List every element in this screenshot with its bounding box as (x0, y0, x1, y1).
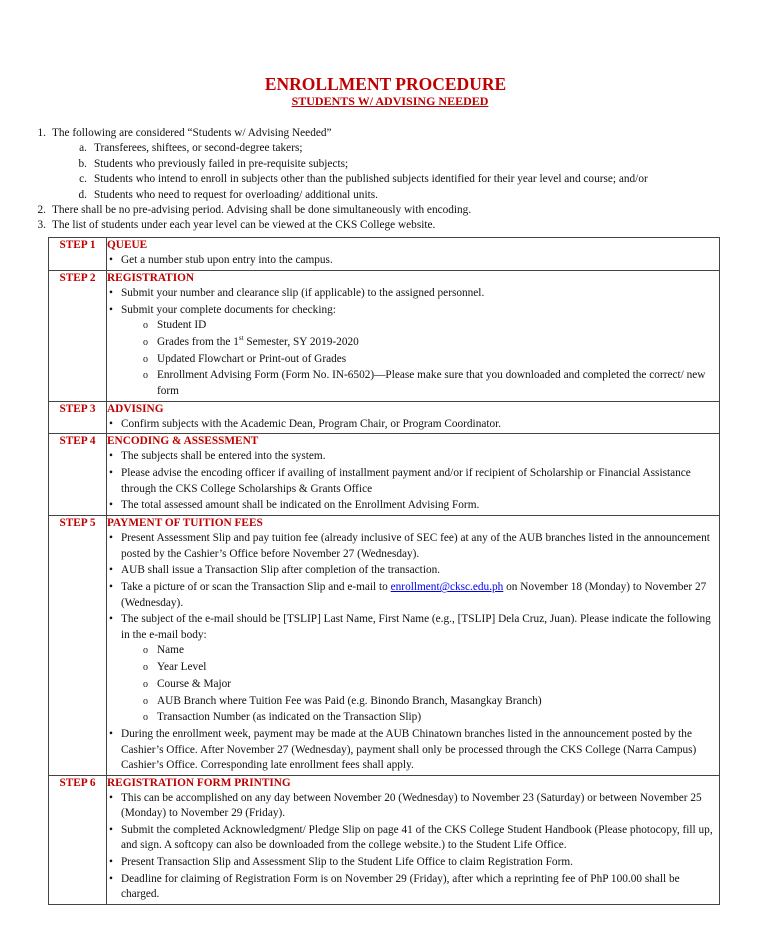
bullet-item: • The subjects shall be entered into the system. (107, 449, 719, 464)
page-title: ENROLLMENT PROCEDURE (264, 74, 507, 94)
step-row-5 (49, 516, 720, 776)
sub-item: o Name (143, 643, 719, 658)
sub-item: o Course & Major (143, 677, 719, 692)
step-row-2 (49, 270, 720, 401)
step-row-4 (49, 434, 720, 516)
step-label: STEP 2 (49, 270, 107, 401)
bullet-list (107, 253, 719, 268)
bullet-item: • Submit your complete documents for checking: o Student ID o Grades from the 1st Semester, SY 2019-2020 o Updated Flowchart or Print-out of Grades o Enrollment Advising Form (Form No. IN-6502)—Please make sure that you downloaded and completed the correct/ new form (107, 303, 719, 400)
step-body (107, 238, 720, 271)
sub-item: o Updated Flowchart or Print-out of Grades (143, 352, 719, 367)
step-body (107, 270, 720, 401)
bullet-item: • Submit the completed Acknowledgment/ Pledge Slip on page 41 of the CKS College Student Handbook (Please photocopy, fill up, and sign. A softcopy can also be downloaded from the college website.) to the Student Life Office. (107, 823, 719, 854)
sub-item: o Enrollment Advising Form (Form No. IN-6502)—Please make sure that you downloaded and completed the correct/ new form (143, 368, 719, 399)
sub-item: o Grades from the 1st Semester, SY 2019-2020 (143, 335, 719, 350)
bullet-item: • Deadline for claiming of Registration Form is on November 29 (Friday), after which a reprinting fee of PhP 100.00 shall be charged. (107, 872, 719, 903)
bullet-item: • Please advise the encoding officer if availing of installment payment and/or if recipient of Scholarship or Financial Assistance through the CKS College Scholarships & Grants Office (107, 466, 719, 497)
step-heading: PAYMENT OF TUITION FEES (107, 517, 263, 530)
bullet-item: • During the enrollment week, payment may be made at the AUB Chinatown branches listed in the announcement posted by the Cashier’s Office. After November 27 (Wednesday), payment shall only be processed through the CKS College (Narra Campus) Cashier’s Office. Corresponding late enrollment fees shall apply. (107, 727, 719, 773)
step-body (107, 434, 720, 516)
bullet-list (107, 449, 719, 513)
bullet-list (107, 286, 719, 399)
sub-list (121, 643, 719, 726)
bullet-item: • Present Assessment Slip and pay tuition fee (already inclusive of SEC fee) at any of the AUB branches listed in the announcement posted by the Cashier’s Office before November 27 (Wednesday). (107, 531, 719, 562)
sub-item: o AUB Branch where Tuition Fee was Paid (e.g. Binondo Branch, Masangkay Branch) (143, 694, 719, 709)
bullet-item: • Submit your number and clearance slip (if applicable) to the assigned personnel. (107, 286, 719, 301)
sub-item: o Student ID (143, 318, 719, 333)
steps-table (48, 237, 720, 905)
step-label: STEP 5 (49, 516, 107, 776)
step-heading: QUEUE (107, 239, 148, 251)
step-row-6 (49, 775, 720, 904)
bullet-item: • Get a number stub upon entry into the campus. (107, 253, 719, 268)
enrollment-email-link[interactable]: enrollment@cksc.edu.ph (390, 581, 504, 594)
bullet-item: • Take a picture of or scan the Transaction Slip and e-mail to enrollment@cksc.edu.ph on November 18 (Monday) to November 27 (Wednesday). (107, 580, 719, 611)
sub-item: o Transaction Number (as indicated on the Transaction Slip) (143, 710, 719, 725)
bullet-list (107, 791, 719, 903)
sub-item: o Year Level (143, 660, 719, 675)
step-body (107, 516, 720, 776)
step-heading: REGISTRATION FORM PRINTING (107, 776, 291, 789)
intro-sub-item-a: a. Transferees, shiftees, or second-degree takers; (79, 142, 303, 155)
bullet-item: • AUB shall issue a Transaction Slip after completion of the transaction. (107, 563, 719, 578)
intro-item-2: 2. There shall be no pre-advising period. Advising shall be done simultaneously with encoding. (37, 203, 472, 216)
intro-sub-item-d: d. Students who need to request for overloading/ additional units. (78, 188, 378, 201)
step-label: STEP 3 (49, 401, 107, 434)
step-row-3 (49, 401, 720, 434)
bullet-item: • Confirm subjects with the Academic Dean, Program Chair, or Program Coordinator. (107, 417, 719, 432)
step-label: STEP 1 (49, 238, 107, 271)
bullet-item: • Present Transaction Slip and Assessment Slip to the Student Life Office to claim Registration Form. (107, 855, 719, 870)
step-label: STEP 6 (49, 775, 107, 904)
step-body (107, 775, 720, 904)
intro-sub-item-c: c. Students who intend to enroll in subjects other than the published subjects identified for their year level and course; and/or (79, 173, 648, 186)
step-body (107, 401, 720, 434)
bullet-item: • The total assessed amount shall be indicated on the Enrollment Advising Form. (107, 498, 719, 513)
intro-sub-item-b: b. Students who previously failed in pre-requisite subjects; (78, 157, 349, 170)
intro-list (30, 126, 750, 234)
bullet-item: • This can be accomplished on any day between November 20 (Wednesday) to November 23 (Saturday) or between November 25 (Monday) to November 29 (Friday). (107, 791, 719, 822)
step-heading: ADVISING (107, 402, 164, 415)
step-row-1 (49, 238, 720, 271)
intro-item-1: 1. The following are considered “Students w/ Advising Needed” (37, 127, 332, 139)
intro-item-3: 3. The list of students under each year level can be viewed at the CKS College website. (37, 219, 436, 232)
bullet-list (107, 531, 719, 773)
step-heading: REGISTRATION (107, 271, 195, 284)
page-subtitle: STUDENTS W/ ADVISING NEEDED (291, 94, 489, 108)
bullet-list (107, 417, 719, 432)
step-heading: ENCODING & ASSESSMENT (107, 435, 259, 448)
bullet-item: • The subject of the e-mail should be [TSLIP] Last Name, First Name (e.g., [TSLIP] Dela Cruz, Juan). Please indicate the following in the e-mail body: o Name o Year Level o Course & Major o AUB Branch where Tuition Fee was Paid (e.g. Binondo Branch, Masangkay Branch) o Transaction Number (as indicated on the Transaction Slip) (107, 612, 719, 725)
sub-list (121, 318, 719, 399)
step-label: STEP 4 (49, 434, 107, 516)
